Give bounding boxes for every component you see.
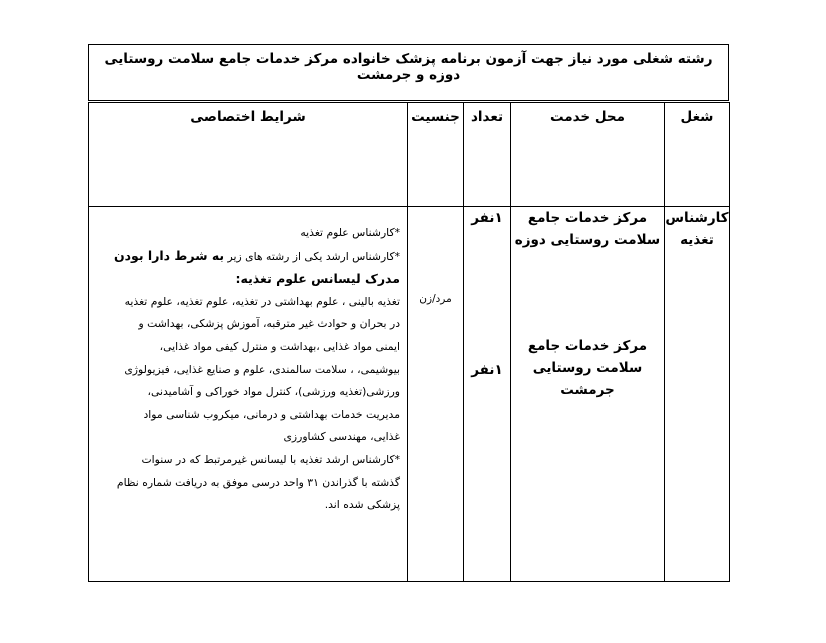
condition-line bbox=[95, 245, 400, 269]
header-gender: جنسیت bbox=[411, 109, 460, 125]
location-line: مرکز خدمات جامع bbox=[527, 210, 648, 226]
condition-text: *کارشناس ارشد یکی از رشته های زیر bbox=[224, 249, 400, 263]
condition-line: غذایی، مهندسی کشاورزی bbox=[283, 430, 400, 444]
condition-bold-text: به شرط دارا بودن bbox=[113, 247, 225, 263]
col-separator bbox=[407, 103, 408, 581]
location-line: مرکز خدمات جامع bbox=[527, 338, 648, 354]
job-line: تغذیه bbox=[680, 232, 714, 248]
col-separator bbox=[463, 103, 464, 581]
gender-value: مرد/زن bbox=[419, 293, 452, 305]
condition-line: تغذیه بالینی ، علوم بهداشتی در تغذیه، علوم تغذیه، علوم تغذیه bbox=[124, 294, 400, 308]
header-count: تعداد bbox=[470, 109, 504, 125]
job-table bbox=[88, 102, 730, 582]
conditions-text bbox=[95, 222, 400, 517]
condition-line: مدرک لیسانس علوم تغذیه: bbox=[235, 271, 400, 287]
count-2: ۱نفر bbox=[471, 362, 503, 378]
condition-line: ایمنی مواد غذایی ،بهداشت و منترل کیفی مواد غذایی، bbox=[159, 339, 400, 353]
condition-line: مدیریت خدمات بهداشتی و درمانی، میکروب شناسی مواد bbox=[143, 407, 400, 421]
job-line: کارشناس bbox=[665, 210, 729, 226]
location-2 bbox=[511, 335, 664, 401]
condition-line: گذشته با گذراندن ۳۱ واحد درسی موفق به دریافت شماره نظام bbox=[116, 475, 400, 489]
col-separator bbox=[664, 103, 665, 581]
condition-line: ورزشی(تغذیه ورزشی)، کنترل مواد خوراکی و آشامیدنی، bbox=[147, 385, 400, 399]
job-title bbox=[665, 207, 729, 251]
header-job: شغل bbox=[680, 109, 714, 125]
header-location: محل خدمت bbox=[549, 109, 625, 125]
condition-line: پزشکی شده اند. bbox=[324, 498, 400, 512]
location-line: سلامت روستایی دوزه bbox=[514, 232, 661, 248]
condition-line: بیوشیمی، ، سلامت سالمندی، علوم و صنایع غذایی، فیزیولوژی bbox=[124, 362, 400, 376]
header-conditions: شرایط اختصاصی bbox=[190, 109, 306, 125]
count-1: ۱نفر bbox=[471, 210, 503, 226]
location-1 bbox=[511, 207, 664, 251]
title-box bbox=[88, 44, 729, 101]
condition-line: *کارشناس ارشد تغذیه با لیسانس غیرمرتبط که در سنوات bbox=[141, 452, 400, 466]
document-title: رشته شغلی مورد نیاز جهت آزمون برنامه پزشک خانواده مرکز خدمات جامع سلامت روستایی دوزه و جرمشت bbox=[104, 51, 713, 83]
location-line: سلامت روستایی جرمشت bbox=[532, 360, 643, 398]
condition-line: *کارشناس علوم تغذیه bbox=[300, 226, 400, 239]
condition-line: در بحران و حوادث غیر مترقبه، آموزش پزشکی، بهداشت و bbox=[138, 317, 400, 331]
